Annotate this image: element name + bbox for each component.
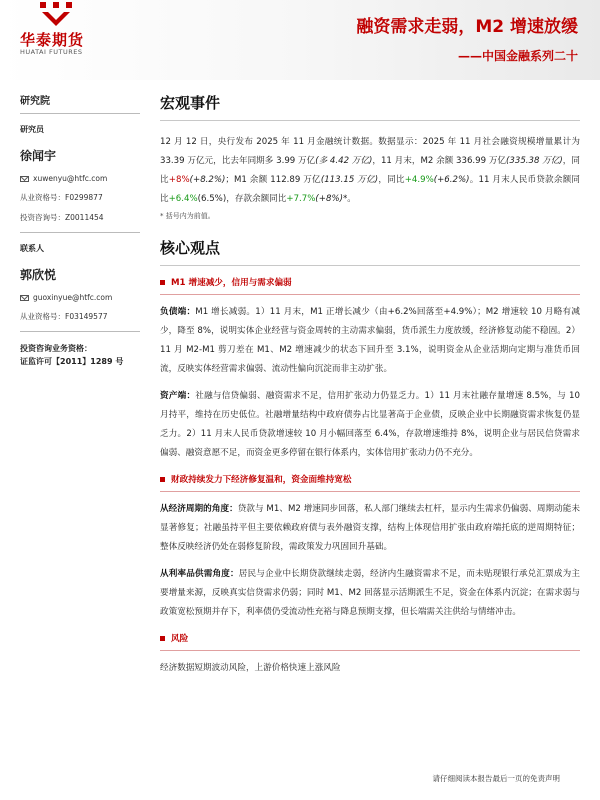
liability-paragraph xyxy=(160,303,580,379)
section-title-core: 核心观点 xyxy=(160,237,580,266)
macro-text: ，存款余额同比 xyxy=(226,194,287,204)
report-subtitle: ——中国金融系列二十 xyxy=(457,49,578,63)
author-sidebar xyxy=(20,92,140,368)
risk-paragraph: 经济数据短期波动风险，上游价格快速上涨风险 xyxy=(160,663,341,673)
macro-prev-value: (+8.2%) xyxy=(189,175,226,185)
paragraph-text: 居民与企业中长期贷款继续走弱，经济内生融资需求不足，而未贴现银行承兑汇票成为主要增量来源，反映真实信贷需求仍弱；同时 M1、M2 回落显示活期派生不足，资金在体系内沉淀；在需求弱与政策宽松预期并存下，利率债仍受流动性充裕与降息预期支撑，但长端需关注供给与情绪冲击。 xyxy=(160,569,580,617)
logo-english-name: HUATAI FUTURES xyxy=(20,48,83,56)
macro-prev-value: (多 4.42 万亿) xyxy=(315,156,373,166)
sidebar-divider xyxy=(20,232,140,233)
mail-icon xyxy=(20,176,29,182)
macro-text: *。 xyxy=(342,194,356,204)
paragraph-text: 贷款与 M1、M2 增速同步回落，私人部门继续去杠杆，显示内生需求仍偏弱、周期动能未显著修复；社融虽持平但主要依赖政府债与表外融资支撑，结构上体现信用扩张由政府端托底的逆周期特征；整体反映经济仍处在弱修复阶段，需政策发力巩固回升基础。 xyxy=(160,504,580,552)
cycle-paragraph xyxy=(160,500,580,557)
company-logo xyxy=(20,0,110,62)
macro-prev-value: (335.38 万亿) xyxy=(506,156,563,166)
section-title-macro: 宏观事件 xyxy=(160,92,580,121)
analyst-email-row[interactable] xyxy=(20,174,140,183)
contact-email-row[interactable] xyxy=(20,293,140,302)
square-bullet-icon xyxy=(160,636,165,641)
qualification-line-2: 证监许可【2011】1289 号 xyxy=(20,357,124,366)
paragraph-lead: 从利率品供需角度： xyxy=(160,569,239,579)
report-header xyxy=(0,0,600,80)
rates-paragraph xyxy=(160,565,580,622)
footnote: * 括号内为前值。 xyxy=(160,212,215,220)
paragraph-text: 社融与信贷偏弱、融资需求不足，信用扩张动力仍显乏力。1）11 月末社融存量增速 8.5%，与 10 月持平，维持在历史低位。社融增量结构中政府债券占比显著高于企业债，反映企业中长期融资需求恢复仍显乏力。2）11 月末人民币贷款增速较 10 月小幅回落至 6.4%，存款增速维持 8%，说明企业与居民信贷需求偏弱、融资意愿不足，而资金更多停留在银行体系内，实体信用扩张动力仍不充分。 xyxy=(160,391,580,458)
analyst-cert: 从业资格号：F0299877 xyxy=(20,193,103,202)
subsection-heading xyxy=(160,473,580,492)
asset-paragraph xyxy=(160,387,580,463)
contact-name: 郭欣悦 xyxy=(20,268,57,282)
paragraph-lead: 从经济周期的角度： xyxy=(160,504,238,514)
subsection-heading xyxy=(160,632,580,651)
contact-label: 联系人 xyxy=(20,244,44,253)
logo-chinese-name: 华泰期货 xyxy=(20,31,85,49)
paragraph-lead: 资产端： xyxy=(160,391,196,401)
subsection-heading xyxy=(160,276,580,295)
macro-prev-value: (6.5%) xyxy=(197,194,227,204)
analyst-name: 徐闻宇 xyxy=(20,149,57,163)
square-bullet-icon xyxy=(160,477,165,482)
macro-text: 12 月 12 日，央行发布 2025 年 11 月金融统计数据。数据显示：2025 年 11 月社会融资规模增量累计为 33.39 万亿元，比去年同期多 3.99 万亿 xyxy=(160,137,580,166)
qualification-line-1: 投资咨询业务资格： xyxy=(20,344,92,353)
macro-text: ；M1 余额 112.89 万亿 xyxy=(225,175,321,185)
sidebar-divider xyxy=(20,113,140,114)
huatai-logo-icon xyxy=(38,0,74,28)
macro-highlight-value: +4.9% xyxy=(404,175,434,185)
macro-text: 。11 月末人民币贷款余额同比 xyxy=(160,175,580,204)
macro-prev-value: (+6.2%) xyxy=(433,175,470,185)
contact-cert: 从业资格号：F03149577 xyxy=(20,312,108,321)
report-title: 融资需求走弱，M2 增速放缓 xyxy=(356,17,578,37)
macro-highlight-value: +6.4% xyxy=(168,194,198,204)
mail-icon xyxy=(20,295,29,301)
sidebar-divider xyxy=(20,331,140,332)
macro-paragraph xyxy=(160,133,580,209)
macro-prev-value: (+8%) xyxy=(315,194,343,204)
macro-text: ，同比 xyxy=(378,175,405,185)
macro-highlight-value: +8% xyxy=(168,175,190,185)
research-institute-label: 研究院 xyxy=(20,96,50,107)
main-content xyxy=(160,92,580,678)
subsection-title: M1 增速减少，信用与需求偏弱 xyxy=(171,278,292,288)
paragraph-lead: 负债端： xyxy=(160,307,196,317)
subsection-title: 财政持续发力下经济修复温和，资金面维持宽松 xyxy=(171,475,352,485)
macro-text: ，同比 xyxy=(160,156,580,185)
analyst-invest-number: 投资咨询号：Z0011454 xyxy=(20,213,104,222)
macro-prev-value: (113.15 万亿) xyxy=(320,175,379,185)
paragraph-text: M1 增长减弱。1）11 月末，M1 正增长减少（由+6.2%回落至+4.9%）；M2 增速较 10 月略有减少，降至 8%，说明实体企业经营与资金周转的主动需求偏弱，货币派生力度放缓，经济修复动能不稳固。2）11 月 M2-M1 剪刀差在 M1、M2 增速减少的状态下回升至 3.1%，说明资金从企业活期向定期与准货币回流，反映实体经营需求偏弱、流动性偏向沉淀而非主动扩张。 xyxy=(160,307,580,374)
macro-text: ，11 月末，M2 余额 336.99 万亿 xyxy=(372,156,507,166)
square-bullet-icon xyxy=(160,280,165,285)
analyst-email[interactable]: xuwenyu@htfc.com xyxy=(33,174,108,183)
macro-highlight-value: +7.7% xyxy=(286,194,316,204)
researcher-label: 研究员 xyxy=(20,125,44,134)
disclaimer-note: 请仔细阅读本报告最后一页的免责声明 xyxy=(432,774,560,783)
subsection-title: 风险 xyxy=(171,634,189,644)
contact-email[interactable]: guoxinyue@htfc.com xyxy=(33,293,113,302)
